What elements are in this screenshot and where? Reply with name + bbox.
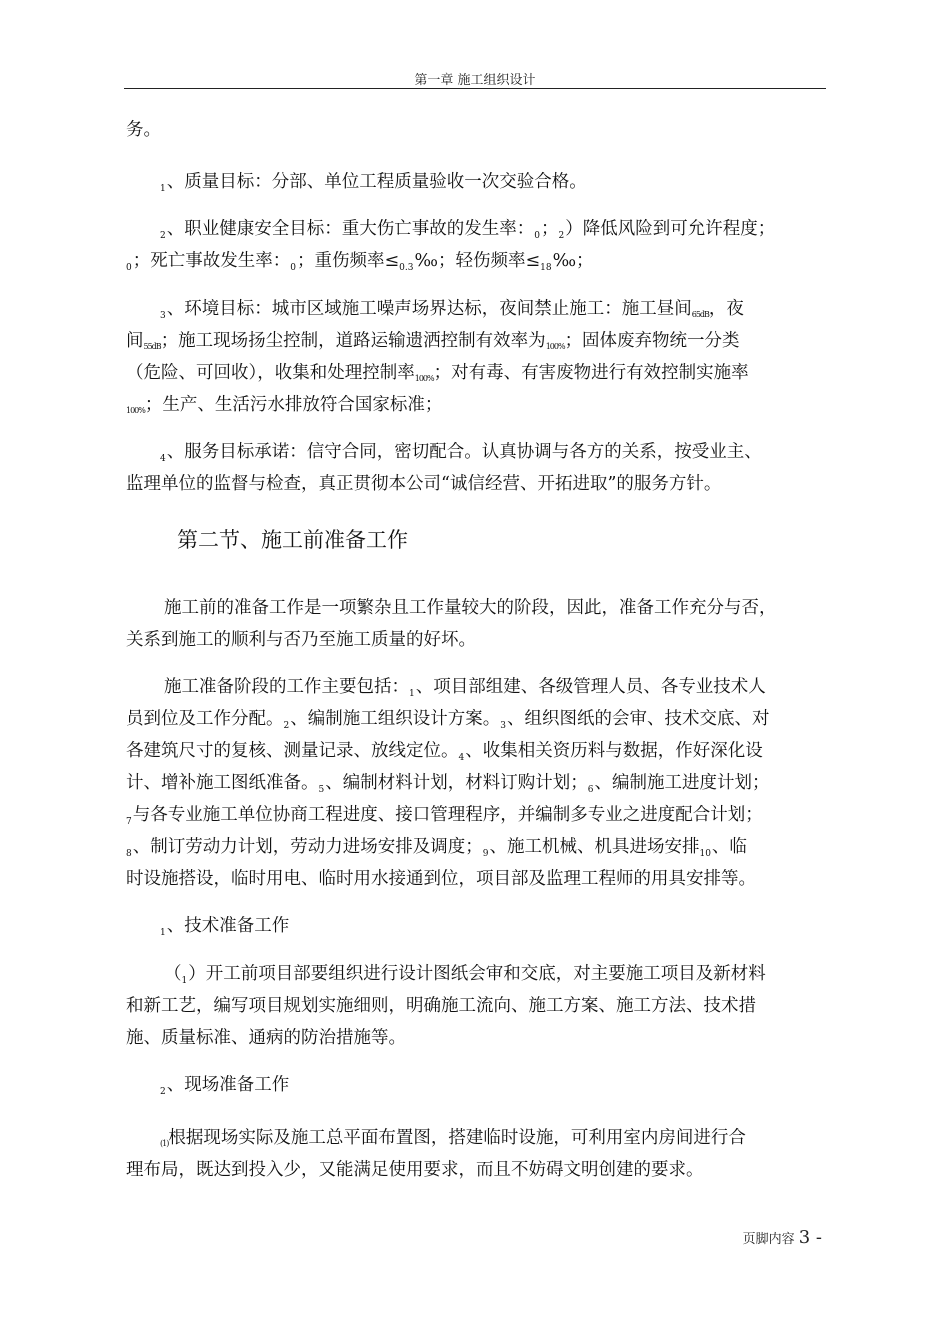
text: 、职业健康安全目标：重大伤亡事故的发生率： <box>166 219 535 239</box>
safety-goal-cont <box>126 245 818 284</box>
text: ，夜 <box>708 299 744 319</box>
page-header: 第一章 施工组织设计 <box>414 73 536 88</box>
text: ）开工前项目部要组织进行设计图纸会审和交底，对主要施工项目及新材料 <box>188 964 766 984</box>
text: 、技术准备工作 <box>166 916 290 936</box>
text: 务。 <box>126 120 161 140</box>
item-number: 1 <box>409 689 415 699</box>
text: 、环境目标：城市区域施工噪声场界达标，夜间禁止施工：施工昼间 <box>166 299 692 319</box>
item-number: 4 <box>160 454 166 464</box>
item-number: 6 <box>587 785 594 795</box>
text: （ <box>164 964 182 984</box>
item-number: 1 <box>160 928 166 938</box>
footer-label: 页脚内容 <box>742 1232 795 1247</box>
text: 监理单位的监督与检查，真正贯彻本公司“诚信经营、开拓进取”的服务方针。 <box>126 474 722 494</box>
item-number: 8 <box>126 849 132 859</box>
paragraph-line <box>126 114 818 146</box>
item-number: 9 <box>482 849 489 859</box>
value: 100% <box>545 342 565 351</box>
page-footer <box>743 1227 822 1248</box>
paragraph-line <box>164 592 856 624</box>
text: 与各专业施工单位协商工程进度、接口管理程序，并编制多专业之进度配合计划； <box>132 805 763 825</box>
value: 65dB <box>691 310 709 319</box>
tech-prep-heading <box>160 910 852 949</box>
text: 、制订劳动力计划，劳动力进场安排及调度； <box>132 837 483 857</box>
text: 、编制施工组织设计方案。 <box>290 709 501 729</box>
environment-goal-cont <box>126 389 818 427</box>
text: 、组织图纸的会审、技术交底、对 <box>506 709 770 729</box>
item-number: 2 <box>160 231 166 241</box>
value: 0 <box>290 263 296 273</box>
item-number: 10 <box>699 849 711 859</box>
text: ；生产、生活污水排放符合国家标准； <box>144 395 443 415</box>
quality-goal <box>160 166 852 205</box>
service-goal-cont <box>126 468 818 500</box>
paragraph-line <box>126 990 818 1022</box>
text: 各建筑尺寸的复核、测量记录、放线定位。 <box>126 741 459 761</box>
page-number: 3 - <box>798 1227 822 1248</box>
text: 、项目部组建、各级管理人员、各专业技术人 <box>415 677 766 697</box>
text: 、质量目标：分部、单位工程质量验收一次交验合格。 <box>166 172 587 192</box>
item-number: (1) <box>160 1139 169 1148</box>
paragraph-line <box>126 1154 818 1186</box>
paragraph-line <box>126 863 818 895</box>
value: 2 <box>558 231 565 241</box>
text: 、编制材料计划，材料订购计划； <box>325 773 588 793</box>
item-number: 3 <box>500 721 506 731</box>
item-number: 7 <box>126 817 132 827</box>
value: 0 <box>534 231 540 241</box>
header-rule <box>124 88 826 89</box>
item-number: 4 <box>458 753 465 763</box>
text: ；重伤频率≤ <box>296 251 400 271</box>
value: 0.3 <box>399 263 414 273</box>
text: 施工前的准备工作是一项繁杂且工作量较大的阶段，因此，准备工作充分与否， <box>164 598 777 618</box>
text: 计、增补施工图纸准备。 <box>126 773 319 793</box>
text: 、现场准备工作 <box>166 1075 290 1095</box>
text: 、收集相关资历料与数据，作好深化设 <box>465 741 763 761</box>
text: 、施工机械、机具进场安排 <box>489 837 700 857</box>
text: ；对有毒、有害废物进行有效控制实施率 <box>433 363 749 383</box>
text: （危险、可回收），收集和处理控制率 <box>126 363 415 383</box>
text: ）降低风险到可允许程度； <box>565 219 776 239</box>
item-number: 2 <box>283 721 290 731</box>
text: 和新工艺，编写项目规划实施细则，明确施工流向、施工方案、施工方法、技术措 <box>126 996 756 1016</box>
value: 0 <box>126 263 132 273</box>
text: 间 <box>126 331 144 351</box>
paragraph-line <box>126 1022 818 1054</box>
value: 100% <box>414 374 434 383</box>
text: 员到位及工作分配。 <box>126 709 284 729</box>
site-prep-heading <box>160 1069 852 1108</box>
text: ‰； <box>552 251 594 271</box>
text: 根据现场实际及施工总平面布置图，搭建临时设施，可利用室内房间进行合 <box>168 1128 746 1148</box>
item-number: 1 <box>181 976 188 986</box>
text: 理布局，既达到投入少，又能满足使用要求，而且不妨碍文明创建的要求。 <box>126 1160 704 1180</box>
item-number: 5 <box>318 785 325 795</box>
text: 施工准备阶段的工作主要包括： <box>164 677 409 697</box>
text: 、编制施工进度计划； <box>594 773 770 793</box>
text: ；施工现场扬尘控制，道路运输遗洒控制有效率为 <box>160 331 546 351</box>
item-number: 2 <box>160 1087 166 1097</box>
value: 18 <box>540 263 552 273</box>
text: ； <box>540 219 559 239</box>
text: ；固体废弃物统一分类 <box>564 331 740 351</box>
value: 100% <box>126 406 145 415</box>
text: ；死亡事故发生率： <box>132 251 291 271</box>
value: 55dB <box>143 342 161 351</box>
text: 、服务目标承诺：信守合同，密切配合。认真协调与各方的关系，按受业主、 <box>166 442 762 462</box>
text: 、临 <box>711 837 747 857</box>
text: ‰；轻伤频率≤ <box>414 251 541 271</box>
paragraph-line <box>126 624 818 656</box>
section-title: 第二节、施工前准备工作 <box>177 528 408 552</box>
item-number: 3 <box>160 311 166 321</box>
item-number: 1 <box>160 184 166 194</box>
text: 关系到施工的顺利与否乃至施工质量的好坏。 <box>126 630 476 650</box>
text: 施、质量标准、通病的防治措施等。 <box>126 1028 406 1048</box>
text: 时设施搭设，临时用电、临时用水接通到位，项目部及监理工程师的用具安排等。 <box>126 869 756 889</box>
